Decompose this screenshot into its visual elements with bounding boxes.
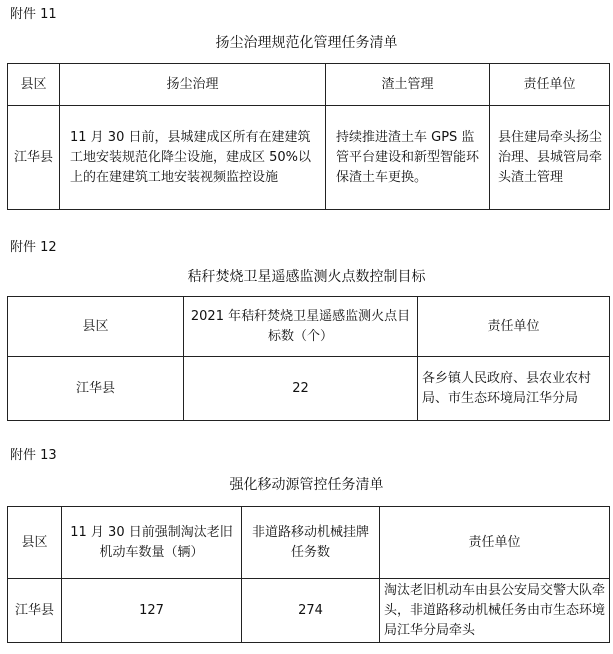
header-cell: 县区 [8,297,184,357]
section-title: 强化移动源管控任务清单 [229,477,384,493]
header-cell: 2021 年秸秆焚烧卫星遥感监测火点目标数（个） [184,297,418,357]
annex-label: 附件 13 [10,448,57,463]
section-title: 扬尘治理规范化管理任务清单 [215,35,398,51]
table-header-row [8,297,610,357]
annex-label: 附件 12 [10,240,57,255]
header-cell: 责任单位 [418,297,610,357]
county-cell: 江华县 [8,357,184,421]
responsible-unit-cell: 县住建局牵头扬尘治理、县城管局牵头渣土管理 [490,106,610,210]
responsible-unit-cell: 各乡镇人民政府、县农业农村局、市生态环境局江华分局 [418,357,610,421]
fire-target-cell: 22 [184,357,418,421]
muck-task-cell: 持续推进渣土车 GPS 监管平台建设和新型智能环保渣土车更换。 [326,106,490,210]
county-cell: 江华县 [8,579,62,643]
header-cell: 责任单位 [490,64,610,106]
table-header-row [8,507,610,579]
vehicle-count-cell: 127 [62,579,242,643]
table-header-row [8,64,610,106]
header-cell: 渣土管理 [326,64,490,106]
county-cell: 江华县 [8,106,60,210]
table-row [8,579,610,643]
machinery-count-cell: 274 [242,579,380,643]
dust-task-cell: 11 月 30 日前，县城建成区所有在建建筑工地安装规范化降尘设施，建成区 50%以上的在建建筑工地安装视频监控设施 [60,106,326,210]
header-cell: 扬尘治理 [60,64,326,106]
responsible-unit-cell: 淘汰老旧机动车由县公安局交警大队牵头，非道路移动机械任务由市生态环境局江华分局牵头 [380,579,610,643]
section-title: 秸秆焚烧卫星遥感监测火点数控制目标 [187,269,426,285]
header-cell: 县区 [8,507,62,579]
table-row [8,106,610,210]
straw-burning-table [7,296,610,421]
mobile-source-table [7,506,610,643]
table-row [8,357,610,421]
header-cell: 11 月 30 日前强制淘汰老旧机动车数量（辆） [62,507,242,579]
header-cell: 非道路移动机械挂牌任务数 [242,507,380,579]
header-cell: 责任单位 [380,507,610,579]
header-cell: 县区 [8,64,60,106]
annex-label: 附件 11 [10,7,57,22]
dust-control-table [7,63,610,210]
